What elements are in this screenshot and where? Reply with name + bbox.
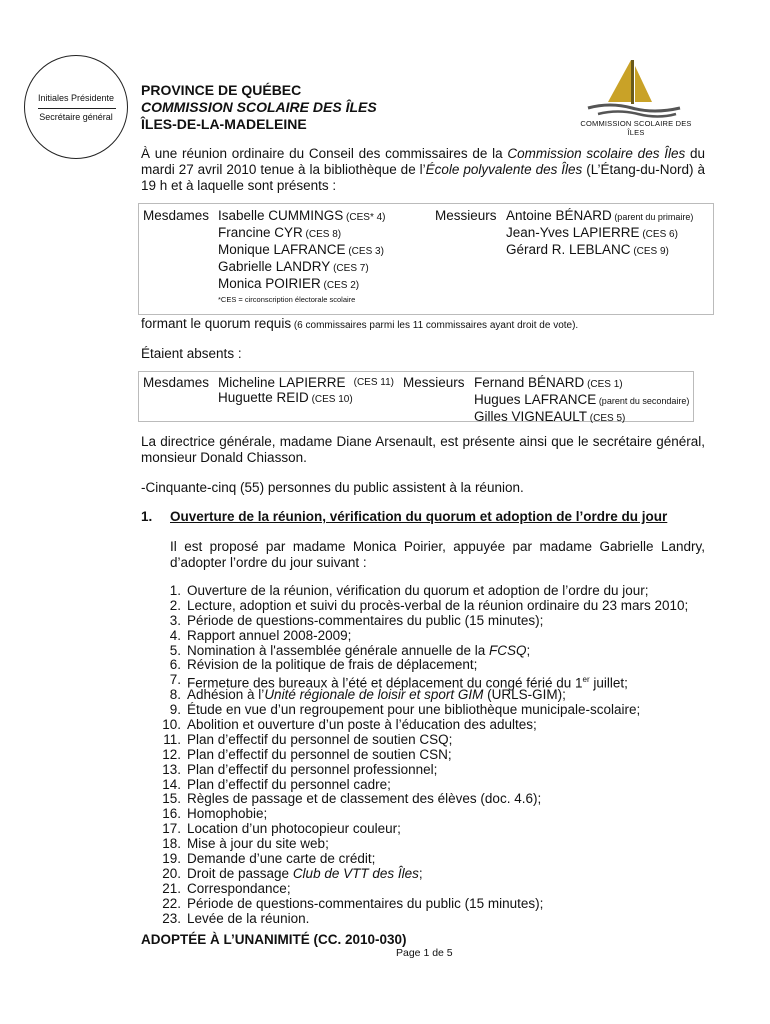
agenda-item-number: 2.	[169, 597, 181, 613]
agenda-item-text: Demande d’une carte de crédit;	[187, 851, 376, 867]
present-member: Gérard R. LEBLANC (CES 9)	[506, 242, 669, 257]
absent-member: Huguette REID (CES 10)	[218, 390, 353, 405]
absent-mesdames-label: Mesdames	[143, 375, 210, 390]
agenda-item-text: Mise à jour du site web;	[187, 836, 329, 852]
agenda-item-text: Nomination à l'assemblée générale annuelle de la FCSQ;	[187, 642, 531, 658]
agenda-item-text: Lecture, adoption et suivi du procès-verbal de la réunion ordinaire du 23 mars 2010;	[187, 597, 689, 613]
present-member: Francine CYR (CES 8)	[218, 225, 342, 240]
absent-member: Fernand BÉNARD (CES 1)	[474, 375, 623, 390]
agenda-item-number: 14.	[162, 776, 181, 792]
absent-member: Micheline LAPIERRE (CES 11)	[218, 375, 394, 390]
agenda-item-text: Homophobie;	[187, 806, 268, 822]
initials-circle	[24, 55, 128, 159]
header-region: ÎLES-DE-LA-MADELEINE	[141, 116, 307, 132]
present-member: Jean-Yves LAPIERRE (CES 6)	[506, 225, 678, 240]
agenda-item-number: 12.	[162, 746, 181, 762]
adopted-line: ADOPTÉE À L’UNANIMITÉ (CC. 2010-030)	[141, 932, 407, 947]
agenda-item-number: 9.	[169, 702, 181, 718]
intro-paragraph: À une réunion ordinaire du Conseil des commissaires de la Commission scolaire des Îles du mardi 27 avril 2010 tenue à la bibliothèque de l’École polyvalente des Îles (L’Étang-du-Nord) à 19 h et à laquelle sont présents :	[141, 146, 706, 193]
present-member: Monique LAFRANCE (CES 3)	[218, 242, 384, 257]
section-number: 1.	[141, 509, 153, 524]
agenda-item-text: Rapport annuel 2008-2009;	[187, 627, 352, 643]
agenda-item-text: Période de questions-commentaires du public (15 minutes);	[187, 895, 544, 911]
quorum-line: formant le quorum requis (6 commissaires parmi les 11 commissaires ayant droit de vote).	[141, 316, 579, 331]
logo-text: COMMISSION SCOLAIRE DES ÎLES	[580, 119, 692, 137]
present-member: Gabrielle LANDRY (CES 7)	[218, 259, 369, 274]
present-messieurs-label: Messieurs	[435, 208, 497, 223]
present-member: Isabelle CUMMINGS (CES* 4)	[218, 208, 386, 223]
agenda-item-number: 10.	[162, 717, 181, 733]
agenda-item-text: Règles de passage et de classement des élèves (doc. 4.6);	[187, 791, 542, 807]
agenda-item-number: 21.	[162, 880, 181, 896]
agenda-item-text: Période de questions-commentaires du public (15 minutes);	[187, 612, 544, 628]
agenda-item-number: 18.	[162, 836, 181, 852]
agenda-item-number: 8.	[169, 687, 181, 703]
present-member: Antoine BÉNARD (parent du primaire)	[506, 208, 694, 223]
agenda-item-number: 16.	[162, 806, 181, 822]
page-number: Page 1 de 5	[396, 947, 453, 959]
absent-member: Gilles VIGNEAULT (CES 5)	[474, 409, 626, 424]
present-member: Monica POIRIER (CES 2)	[218, 276, 360, 291]
agenda-item-number: 19.	[162, 851, 181, 867]
present-mesdames-list	[218, 208, 386, 304]
header-commission: COMMISSION SCOLAIRE DES ÎLES	[141, 99, 377, 115]
present-messieurs-list	[506, 208, 693, 259]
absent-mesdames-list	[218, 375, 394, 407]
absent-title: Étaient absents :	[141, 346, 242, 361]
present-mesdames-label: Mesdames	[143, 208, 210, 223]
agenda-item-text: Abolition et ouverture d’un poste à l’éducation des adultes;	[187, 717, 537, 733]
proposal-paragraph: Il est proposé par madame Monica Poirier, appuyée par madame Gabrielle Landry, d’adopter l’ordre du jour suivant :	[170, 539, 705, 570]
agenda-item-number: 15.	[162, 791, 181, 807]
agenda-item-text: Étude en vue d’un regroupement pour une bibliothèque municipale-scolaire;	[187, 702, 641, 718]
agenda-item-number: 7.	[169, 672, 181, 688]
ces-footnote: *CES = circonscription électorale scolaire	[218, 295, 356, 304]
public-line: -Cinquante-cinq (55) personnes du public assistent à la réunion.	[141, 480, 524, 495]
agenda-item-number: 3.	[169, 612, 181, 628]
initials-president-label: Initiales Présidente	[37, 93, 115, 103]
agenda-item-text: Adhésion à l’Unité régionale de loisir et sport GIM (URLS-GIM);	[187, 687, 566, 703]
agenda-item-number: 4.	[169, 627, 181, 643]
agenda-item-number: 6.	[169, 657, 181, 673]
agenda-item-text: Levée de la réunion.	[187, 910, 310, 926]
header-province: PROVINCE DE QUÉBEC	[141, 82, 302, 98]
agenda-item-number: 13.	[162, 761, 181, 777]
agenda-item-number: 17.	[162, 821, 181, 837]
agenda-item-number: 22.	[162, 895, 181, 911]
agenda-item-number: 11.	[163, 731, 181, 747]
directrice-paragraph: La directrice générale, madame Diane Arsenault, est présente ainsi que le secrétaire général, monsieur Donald Chiasson.	[141, 434, 705, 465]
agenda-item-text: Location d’un photocopieur couleur;	[187, 821, 401, 837]
absent-messieurs-label: Messieurs	[403, 375, 465, 390]
agenda-item-text: Fermeture des bureaux à l’été et déplacement du congé férié du 1er juillet;	[187, 675, 628, 691]
absent-member: Hugues LAFRANCE (parent du secondaire)	[474, 392, 690, 407]
agenda-item-text: Plan d’effectif du personnel professionnel;	[187, 761, 438, 777]
agenda-item-text: Ouverture de la réunion, vérification du quorum et adoption de l’ordre du jour;	[187, 583, 649, 598]
agenda-item-text: Plan d’effectif du personnel de soutien CSN;	[187, 746, 452, 762]
initials-secretary-label: Secrétaire général	[39, 112, 113, 122]
agenda-item-number: 5.	[169, 642, 181, 658]
section-title: Ouverture de la réunion, vérification du quorum et adoption de l’ordre du jour	[170, 509, 668, 524]
absent-messieurs-list	[474, 375, 689, 426]
initials-divider	[38, 108, 116, 109]
agenda-item-number: 1.	[169, 583, 181, 598]
agenda-item-text: Droit de passage Club de VTT des Îles;	[187, 865, 423, 881]
agenda-item-number: 23.	[162, 910, 181, 926]
agenda-item-number: 20.	[162, 865, 181, 881]
agenda-item-text: Plan d’effectif du personnel cadre;	[187, 776, 391, 792]
agenda-item-text: Révision de la politique de frais de déplacement;	[187, 657, 478, 673]
agenda-item-text: Correspondance;	[187, 880, 291, 896]
agenda-item-text: Plan d’effectif du personnel de soutien CSQ;	[187, 731, 453, 747]
